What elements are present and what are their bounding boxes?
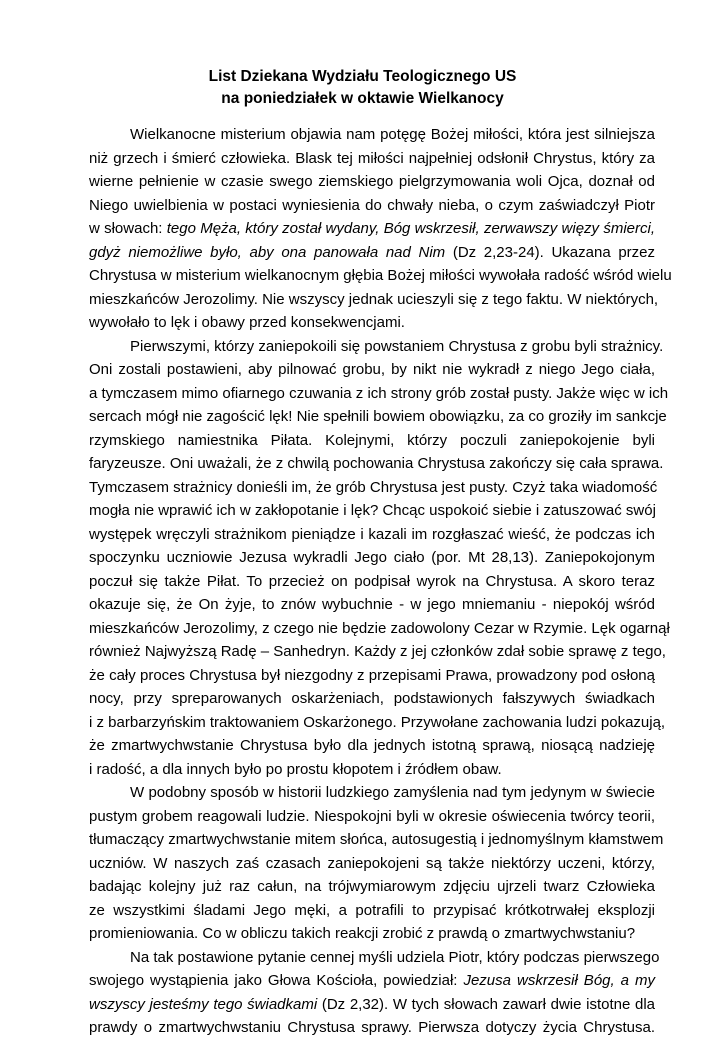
body-text: niż grzech i śmierć człowieka. Blask tej miłości najpełniej odsłonił Chrystus, który za: [89, 149, 655, 167]
text-line: [89, 922, 655, 946]
body-text: poczuł się także Piłat. To przecież on podpisał wyrok na Chrystusa. A skoro teraz: [89, 572, 655, 590]
body-text: w słowach:: [89, 220, 167, 237]
text-line: [89, 311, 655, 335]
text-line: [89, 288, 659, 312]
text-line: [89, 640, 666, 664]
text-line: [89, 123, 655, 147]
text-line: [89, 523, 655, 547]
body-text: występek wręczyli strażnikom pieniądze i kazali im rozgłaszać wieść, że podczas ich: [89, 525, 655, 543]
body-text: sercach mógł nie zagościć lęk! Nie spełnili bowiem obowiązku, za co groziły im sankcje: [89, 408, 667, 425]
body-text: badając kolejny już raz całun, na trójwymiarowym zdjęciu ujrzeli twarz Człowieka: [89, 878, 655, 895]
body-text: ze wszystkimi śladami Jego męki, a potrafili to przypisać krótkotrwałej eksplozji: [89, 901, 655, 919]
text-line: [89, 194, 655, 218]
text-line: [89, 946, 660, 970]
text-line: [89, 899, 655, 923]
body-text: uczniów. W naszych zaś czasach zaniepokojeni są także niektórzy uczeni, którzy,: [89, 854, 655, 872]
text-line: [89, 241, 655, 265]
body-text: Tymczasem strażnicy donieśli im, że grób Chrystusa jest pusty. Czyż taka wiadomość: [89, 478, 658, 496]
text-line: [89, 617, 670, 641]
body-text: mogła nie wprawić ich w zakłopotanie i lęk? Chcąc uspokoić siebie i zatuszować swój: [89, 502, 656, 519]
quote-text: tego Męża, który został wydany, Bóg wskrzesił, zerwawszy więzy śmierci,: [166, 220, 655, 237]
text-line: [89, 476, 658, 500]
text-line: [89, 499, 655, 523]
body-text: że zmartwychwstanie Chrystusa było dla jednych istotną sprawą, niosącą nadzieję: [89, 737, 655, 754]
body-text: Wielkanocne misterium objawia nam potęgę Bożej miłości, która jest silniejsza: [130, 126, 655, 143]
text-line: [89, 875, 655, 899]
document-body: [89, 123, 672, 1040]
body-text: mieszkańców Jerozolimy. Nie wszyscy jednak ucieszyli się z tego faktu. W niektórych,: [89, 290, 659, 308]
body-text: swojego wystąpienia jako Głowa Kościoła, powiedział:: [89, 972, 464, 989]
text-line: [89, 805, 655, 829]
text-line: [89, 1016, 655, 1040]
body-text: Niego uwielbienia w postaci wyniesienia do chwały nieba, o czym zaświadczył Piotr: [89, 196, 655, 214]
text-line: [89, 405, 667, 429]
body-text: a tymczasem mimo ofiarnego czuwania z ich strony grób został pusty. Jakże więc w ich: [89, 384, 669, 402]
text-line: [89, 758, 655, 782]
body-text: Pierwszymi, którzy zaniepokoili się powstaniem Chrystusa z grobu byli strażnicy.: [130, 337, 664, 355]
text-line: [89, 429, 655, 453]
text-line: [89, 828, 664, 852]
text-line: [89, 264, 672, 288]
text-line: [89, 546, 655, 570]
body-text: wierne pełnienie w czasie swego ziemskiego pielgrzymowania woli Ojca, doznał od: [89, 173, 655, 190]
body-text: faryzeusze. Oni uważali, że z chwilą pochowania Chrystusa zakończy się cała sprawa.: [89, 455, 664, 472]
text-line: [89, 358, 655, 382]
text-line: [89, 170, 655, 194]
body-text: Oni zostali postawieni, aby pilnować grobu, by nikt nie wykradł z niego Jego ciała,: [89, 361, 655, 378]
quote-text: wszyscy jesteśmy tego świadkami: [89, 995, 318, 1013]
text-line: [89, 570, 655, 594]
body-text: (Dz 2,23-24). Ukazana przez: [445, 243, 656, 261]
body-text: rzymskiego namiestnika Piłata. Kolejnymi, którzy poczuli zaniepokojenie byli: [89, 431, 655, 449]
body-text: wywołało to lęk i obawy przed konsekwencjami.: [89, 314, 405, 331]
body-text: Chrystusa w misterium wielkanocnym głębia Bożej miłości wywołała radość wśród wielu: [89, 267, 672, 284]
text-line: [89, 969, 655, 993]
body-text: promieniowania. Co w obliczu takich reakcji zrobić z prawdą o zmartwychwstaniu?: [89, 925, 636, 942]
body-text: tłumaczący zmartwychwstanie mitem słońca, autosugestią i jednomyślnym kłamstwem: [89, 831, 664, 848]
text-line: [89, 852, 655, 876]
quote-text: Jezusa wskrzesił Bóg, a my: [463, 972, 655, 989]
body-text: i z barbarzyńskim traktowaniem Oskarżonego. Przywołane zachowania ludzi pokazują,: [89, 713, 666, 731]
text-line: [89, 664, 655, 688]
text-line: [89, 993, 655, 1017]
text-line: [89, 452, 664, 476]
text-line: [89, 335, 664, 359]
quote-text: gdyż niemożliwe było, aby ona panowała nad Nim: [89, 243, 446, 261]
body-text: i radość, a dla innych było po prostu kłopotem i źródłem obaw.: [89, 760, 502, 778]
text-line: [89, 382, 669, 406]
body-text: mieszkańców Jerozolimy, z czego nie będzie zadowolony Cezar w Rzymie. Lęk ogarnął: [89, 619, 670, 637]
body-text: pustym grobem reagowali ludzie. Niespokojni byli w okresie oświecenia twórcy teorii,: [89, 807, 655, 825]
text-line: [89, 781, 655, 805]
text-line: [89, 734, 655, 758]
document-title-line-1: List Dziekana Wydziału Teologicznego US: [208, 68, 517, 85]
body-text: okazuje się, że On żyje, to znów wybuchnie - w jego mniemaniu - niepokój wśród: [89, 596, 655, 613]
body-text: że cały proces Chrystusa był niezgodny z przepisami Prawa, prowadzony pod osłoną: [89, 666, 655, 684]
body-text: nocy, przy spreparowanych oskarżeniach, podstawionych fałszywych świadkach: [89, 690, 655, 707]
body-text: prawdy o zmartwychwstaniu Chrystusa sprawy. Pierwsza dotyczy życia Chrystusa.: [89, 1019, 655, 1036]
text-line: [89, 711, 666, 735]
text-line: [89, 593, 655, 617]
body-text: również Najwyższą Radę – Sanhedryn. Każdy z jej członków zdał sobie sprawę z tego,: [89, 643, 666, 660]
body-text: spoczynku uczniowie Jezusa wykradli Jego ciało (por. Mt 28,13). Zaniepokojonym: [89, 549, 655, 566]
body-text: Na tak postawione pytanie cennej myśli udziela Piotr, który podczas pierwszego: [130, 948, 660, 966]
text-line: [89, 687, 655, 711]
text-line: [89, 147, 655, 171]
body-text: W podobny sposób w historii ludzkiego zamyślenia nad tym jedynym w świecie: [130, 784, 655, 801]
text-line: [89, 217, 655, 241]
document-title-line-2: na poniedziałek w oktawie Wielkanocy: [221, 90, 504, 107]
body-text: (Dz 2,32). W tych słowach zawarł dwie istotne dla: [317, 995, 655, 1013]
